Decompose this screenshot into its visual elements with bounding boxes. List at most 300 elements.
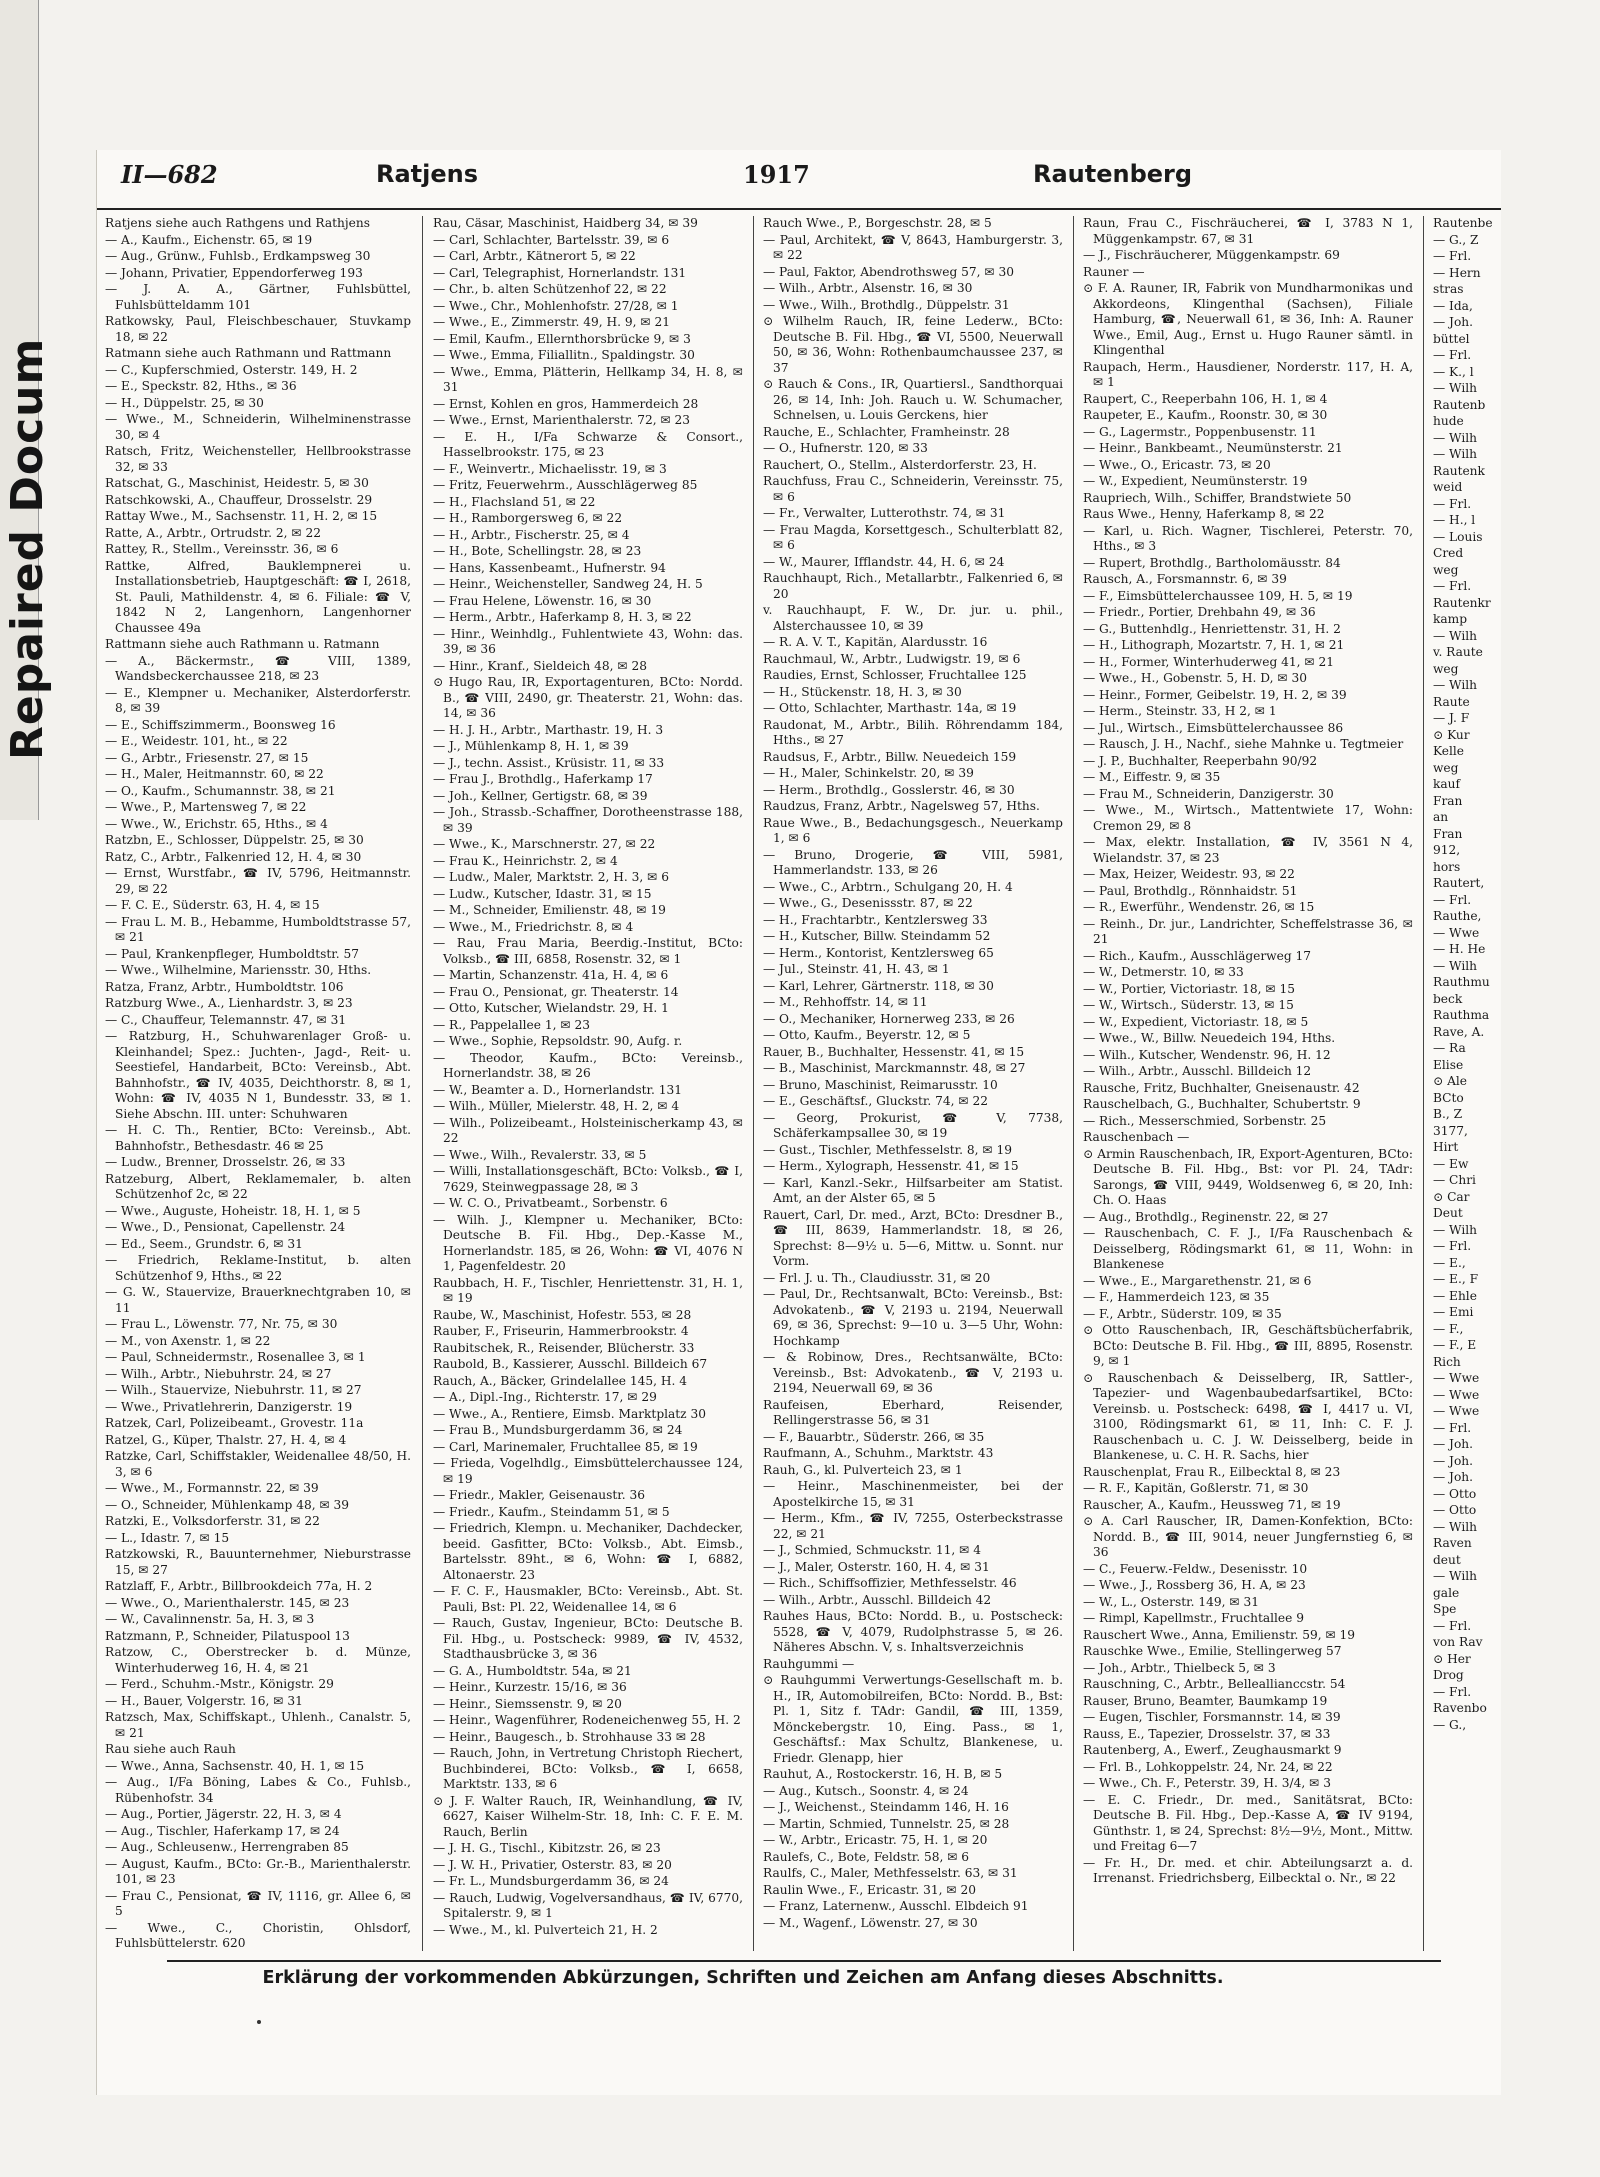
directory-entry: — H., Lithograph, Mozartstr. 7, H. 1, ✉ 21 xyxy=(1083,638,1345,652)
directory-entry: — Wwe., Auguste, Hoheistr. 18, H. 1, ✉ 5 xyxy=(105,1203,361,1218)
directory-entry: ⊙ Wilhelm Rauch, IR, feine Lederw., BCto: Deutsche B. Fil. Hbg., ☎ VI, 5500, Neuerwall 50, ✉ 36, Wohn: Rothenbaumchaussee 237, ✉ 37 xyxy=(763,314,1063,375)
directory-entry: Rauscher, A., Kaufm., Heussweg 71, ✉ 19 xyxy=(1083,1497,1341,1512)
directory-entry: — Wwe., D., Pensionat, Capellenstr. 24 xyxy=(105,1220,346,1234)
directory-entry: — Wilh., Arbtr., Alsenstr. 16, ✉ 30 xyxy=(763,281,973,295)
directory-entry: — Paul, Dr., Rechtsanwalt, BCto: Vereinsb., Bst: Advokatenb., ☎ V, 2193 u. 2194, Neuerwall 69, ✉ 36, Sprechst: 9—10 u. 3—5 Uhr, Wohn: Hochkamp xyxy=(763,1287,1063,1348)
directory-entry: — Frau L. M. B., Hebamme, Humboldtstrasse 57, ✉ 21 xyxy=(105,914,411,944)
directory-entry: ⊙ Kur xyxy=(1433,727,1470,742)
directory-entry: Raue Wwe., B., Bedachungsgesch., Neuerkamp 1, ✉ 6 xyxy=(763,815,1063,845)
directory-entry: — Heinr., Maschinenmeister, bei der Apostelkirche 15, ✉ 31 xyxy=(763,1479,1063,1509)
directory-entry: kamp xyxy=(1433,612,1468,626)
directory-entry: B., Z xyxy=(1433,1107,1463,1121)
directory-entry: — M., Schneider, Emilienstr. 48, ✉ 19 xyxy=(433,903,666,917)
directory-entry: Rauschelbach, G., Buchhalter, Schubertstr. 9 xyxy=(1083,1097,1361,1111)
directory-entry: — R. A. V. T., Kapitän, Alardusstr. 16 xyxy=(763,635,988,649)
directory-entry: — Ida, xyxy=(1433,298,1473,313)
directory-entry: Rautert, xyxy=(1433,876,1485,890)
directory-entry: — J. F xyxy=(1433,711,1470,725)
directory-entry: Rauche, E., Schlachter, Framheinstr. 28 xyxy=(763,424,1010,439)
directory-entry: — Wwe., C., Choristin, Ohlsdorf, Fuhlsbüttelerstr. 620 xyxy=(105,1920,411,1950)
directory-entry: — Wwe., W., Billw. Neuedeich 194, Hths. xyxy=(1083,1031,1336,1045)
directory-entry: — Joh. xyxy=(1433,1437,1474,1451)
directory-entry: — H., Düppelstr. 25, ✉ 30 xyxy=(105,395,264,410)
directory-entry: — Wilh xyxy=(1433,628,1478,643)
directory-entry: — F., Eimsbüttelerchaussee 109, H. 5, ✉ 19 xyxy=(1083,588,1353,603)
directory-entry: Raudsus, F., Arbtr., Billw. Neuedeich 159 xyxy=(763,749,1017,764)
directory-entry: — Frau J., Brothdlg., Haferkamp 17 xyxy=(433,772,653,786)
directory-entry: — Ernst, Wurstfabr., ☎ IV, 5796, Heitmannstr. 29, ✉ 22 xyxy=(105,866,411,896)
directory-columns xyxy=(105,216,1509,1951)
directory-entry: — M., von Axenstr. 1, ✉ 22 xyxy=(105,1333,271,1348)
directory-entry: — Franz, Laternenw., Ausschl. Elbdeich 91 xyxy=(763,1899,1029,1913)
year-label: 1917 xyxy=(743,160,810,189)
directory-entry: — J., Weichenst., Steindamm 146, H. 16 xyxy=(763,1800,1009,1814)
directory-entry: — R., Pappelallee 1, ✉ 23 xyxy=(433,1017,590,1032)
directory-entry: — W., Expedient, Victoriastr. 18, ✉ 5 xyxy=(1083,1014,1309,1029)
directory-entry: — Wwe xyxy=(1433,1404,1480,1418)
directory-entry: — J., Schmied, Schmuckstr. 11, ✉ 4 xyxy=(763,1543,981,1557)
directory-entry: ⊙ J. F. Walter Rauch, IR, Weinhandlung, ☎ IV, 6627, Kaiser Wilhelm-Str. 18, Inh: C. F. E. M. Rauch, Berlin xyxy=(433,1793,743,1839)
directory-entry: ⊙ Armin Rauschenbach, IR, Export-Agenturen, BCto: Deutsche B. Fil. Hbg., Bst: vor Pl. 24, TAdr: Sarongs, ☎ VIII, 9449, Woldsenweg 6, ✉ 20, Inh: Ch. O. Haas xyxy=(1083,1146,1413,1207)
directory-entry: ⊙ F. A. Rauner, IR, Fabrik von Mundharmonikas und Akkordeons, Klingenthal (Sachsen), Filiale Hamburg, ☎, Neuerwall 61, ✉ 36, Inh: A. Rauner Wwe., Emil, Aug., Ernst u. Hugo Rauner sämtl. in Klingenthal xyxy=(1083,281,1413,357)
directory-entry: Kelle xyxy=(1433,744,1464,758)
directory-entry: ⊙ Hugo Rau, IR, Exportagenturen, BCto: Nordd. B., ☎ VIII, 2490, gr. Theaterstr. 21, Wohn: das. 14, ✉ 36 xyxy=(433,675,743,720)
directory-entry: Raute xyxy=(1433,694,1470,709)
directory-entry: — Ferd., Schuhm.-Mstr., Königstr. 29 xyxy=(105,1677,334,1691)
column-divider xyxy=(1073,216,1074,1951)
directory-entry: — Aug., Brothdlg., Reginenstr. 22, ✉ 27 xyxy=(1083,1209,1329,1224)
directory-entry: — Carl, Telegraphist, Hornerlandstr. 131 xyxy=(433,265,687,280)
directory-entry: — Frau Helene, Löwenstr. 16, ✉ 30 xyxy=(433,593,652,608)
directory-entry: — F., Hammerdeich 123, ✉ 35 xyxy=(1083,1290,1270,1304)
directory-entry: — J., Fischräucherer, Müggenkampstr. 69 xyxy=(1083,248,1340,262)
directory-entry: — Fr. H., Dr. med. et chir. Abteilungsarzt a. d. Irrenanst. Friedrichsberg, Eilbecktal o. Nr., ✉ 22 xyxy=(1083,1855,1413,1885)
directory-entry: Ratte, A., Arbtr., Ortrudstr. 2, ✉ 22 xyxy=(105,525,322,540)
directory-entry: — Wilh xyxy=(1433,381,1478,395)
directory-entry: — J. A. A., Gärtner, Fuhlsbüttel, Fuhlsbütteldamm 101 xyxy=(105,282,411,312)
column-4 xyxy=(1083,216,1413,1951)
directory-entry: — Frl. B., Lohkoppelstr. 24, Nr. 24, ✉ 22 xyxy=(1083,1759,1333,1774)
directory-entry: weg xyxy=(1433,562,1459,577)
directory-entry: — Frl. xyxy=(1433,1420,1472,1435)
directory-entry: — Frl. J. u. Th., Claudiusstr. 31, ✉ 20 xyxy=(763,1270,991,1285)
directory-entry: — J. P., Buchhalter, Reeperbahn 90/92 xyxy=(1083,753,1318,768)
directory-entry: — E., Geschäftsf., Gluckstr. 74, ✉ 22 xyxy=(763,1094,989,1108)
directory-entry: — Wwe., Sophie, Repsoldstr. 90, Aufg. r. xyxy=(433,1034,683,1048)
directory-entry: — Carl, Schlachter, Bartelsstr. 39, ✉ 6 xyxy=(433,232,670,247)
directory-entry: — Frau C., Pensionat, ☎ IV, 1116, gr. Allee 6, ✉ 5 xyxy=(105,1888,411,1918)
directory-entry: — Wilh., Stauervize, Niebuhrstr. 11, ✉ 27 xyxy=(105,1383,362,1397)
directory-entry: Elise xyxy=(1433,1057,1464,1072)
directory-entry: — Wilh xyxy=(1433,1519,1478,1534)
directory-entry: — Ew xyxy=(1433,1156,1469,1171)
directory-entry: — G. A., Humboldtstr. 54a, ✉ 21 xyxy=(433,1663,632,1678)
last-entry-name: Rautenberg xyxy=(1033,160,1193,188)
directory-entry: von Rav xyxy=(1433,1635,1483,1649)
directory-entry: — H., Kutscher, Billw. Steindamm 52 xyxy=(763,929,991,943)
directory-entry: — W., Beamter a. D., Hornerlandstr. 131 xyxy=(433,1082,682,1097)
directory-entry: — Ludw., Maler, Marktstr. 2, H. 3, ✉ 6 xyxy=(433,870,669,884)
directory-entry: — B., Maschinist, Marckmannstr. 48, ✉ 27 xyxy=(763,1061,1026,1075)
directory-entry: — Heinr., Weichensteller, Sandweg 24, H. 5 xyxy=(433,577,703,591)
directory-page xyxy=(96,150,1501,2095)
directory-entry: Raubbach, H. F., Tischler, Henriettenstr. 31, H. 1, ✉ 19 xyxy=(433,1275,743,1305)
directory-entry: — F., Bauarbtr., Süderstr. 266, ✉ 35 xyxy=(763,1429,985,1444)
directory-entry: beck xyxy=(1433,991,1463,1006)
directory-entry: Rave, A. xyxy=(1433,1024,1485,1039)
directory-entry: Rattke, Alfred, Bauklempnerei u. Installationsbetrieb, Hauptgeschäft: ☎ I, 2618, St. Pauli, Mathildenstr. 4, ✉ 6. Filiale: ☎ V, 1842 N 2, Langenhorn, Langenhorner Chaussee 49a xyxy=(105,558,411,635)
directory-entry: — Wwe., Chr., Mohlenhofstr. 27/28, ✉ 1 xyxy=(433,298,679,313)
directory-entry: — C., Feuerw.-Feldw., Desenisstr. 10 xyxy=(1083,1561,1308,1576)
directory-entry: — Chr., b. alten Schützenhof 22, ✉ 22 xyxy=(433,282,667,296)
directory-entry: — K., l xyxy=(1433,364,1474,379)
directory-entry: 3177, xyxy=(1433,1123,1468,1138)
directory-entry: Rau siehe auch Rauh xyxy=(105,1742,236,1756)
directory-entry: — Herm., Kfm., ☎ IV, 7255, Osterbeckstrasse 22, ✉ 21 xyxy=(763,1511,1063,1541)
directory-entry: Rauschning, C., Arbtr., Belleallianccstr. 54 xyxy=(1083,1677,1346,1691)
directory-entry: Rautenb xyxy=(1433,397,1486,412)
directory-entry: Ratschat, G., Maschinist, Heidestr. 5, ✉ 30 xyxy=(105,476,369,490)
column-divider xyxy=(1423,216,1424,1951)
directory-entry: v. Raute xyxy=(1433,645,1483,659)
directory-entry: — Wilh. J., Klempner u. Mechaniker, BCto: Deutsche B. Fil. Hbg., Dep.-Kasse M., Hornerlandstr. 185, ✉ 26, Wohn: ☎ VI, 4076 N 1, Pagenfeldestr. 20 xyxy=(433,1212,743,1273)
directory-entry: — W., Arbtr., Ericastr. 75, H. 1, ✉ 20 xyxy=(763,1833,988,1847)
directory-entry: Rauser, Bruno, Beamter, Baumkamp 19 xyxy=(1083,1693,1328,1708)
directory-entry: Ratzke, Carl, Schiffstakler, Weidenallee 48/50, H. 3, ✉ 6 xyxy=(105,1449,411,1479)
directory-entry: Rauert, Carl, Dr. med., Arzt, BCto: Dresdner B., ☎ III, 8639, Hammerlandstr. 18, ✉ 26, Sprechst: 8—9½ u. 5—6, Mittw. u. Sonnt. nur Vorm. xyxy=(763,1207,1063,1268)
directory-entry: — Wilh xyxy=(1433,678,1478,692)
directory-entry: — Wilh., Arbtr., Niebuhrstr. 24, ✉ 27 xyxy=(105,1366,332,1381)
directory-entry: — Paul, Krankenpfleger, Humboldtstr. 57 xyxy=(105,946,360,961)
directory-entry: — J., Mühlenkamp 8, H. 1, ✉ 39 xyxy=(433,739,629,753)
directory-entry: — Herm., Steinstr. 33, H 2, ✉ 1 xyxy=(1083,704,1277,718)
directory-entry: — Herm., Brothdlg., Gosslerstr. 46, ✉ 30 xyxy=(763,782,1015,797)
directory-entry: ⊙ Rauch & Cons., IR, Quartiersl., Sandthorquai 26, ✉ 14, Inh: Joh. Rauch u. W. Schumacher, Schnelsen, u. Louis Gerckens, hier xyxy=(763,377,1063,422)
directory-entry: — Wwe xyxy=(1433,1387,1480,1402)
directory-entry: — Frl. xyxy=(1433,348,1472,362)
directory-entry: — Rimpl, Kapellmstr., Fruchtallee 9 xyxy=(1083,1611,1304,1625)
directory-entry: Ratzmann, P., Schneider, Pilatuspool 13 xyxy=(105,1628,350,1643)
directory-entry: — Friedrich, Klempn. u. Mechaniker, Dachdecker, beeid. Gasfitter, BCto: Volksb., Abt. Eimsb., Bartelsstr. 89ht., ✉ 6, Wohn: ☎ I, 6882, Altonaerstr. 23 xyxy=(433,1521,743,1582)
directory-entry: Raupert, C., Reeperbahn 106, H. 1, ✉ 4 xyxy=(1083,391,1328,406)
directory-entry: Rauhgummi — xyxy=(763,1656,855,1671)
directory-entry: — Wwe., M., kl. Pulverteich 21, H. 2 xyxy=(433,1922,658,1937)
directory-entry: Ravenbo xyxy=(1433,1701,1487,1715)
directory-entry: — Rauschenbach, C. F. J., I/Fa Rauschenbach & Deisselberg, Rödingsmarkt 61, ✉ 11, Wohn: in Blankenese xyxy=(1083,1226,1413,1271)
directory-entry: — Frl. xyxy=(1433,1618,1472,1633)
directory-entry: Rausche, Fritz, Buchhalter, Gneisenaustr. 42 xyxy=(1083,1080,1360,1095)
directory-entry: ⊙ Ale xyxy=(1433,1074,1467,1088)
directory-entry: Spe xyxy=(1433,1602,1457,1616)
directory-entry: — H., Bauer, Volgerstr. 16, ✉ 31 xyxy=(105,1693,303,1708)
directory-entry: Ratjens siehe auch Rathgens und Rathjens xyxy=(105,216,370,230)
directory-entry: — H., Former, Winterhuderweg 41, ✉ 21 xyxy=(1083,654,1334,669)
directory-entry: — W., Cavalinnenstr. 5a, H. 3, ✉ 3 xyxy=(105,1612,315,1626)
directory-entry: — Aug., Portier, Jägerstr. 22, H. 3, ✉ 4 xyxy=(105,1807,342,1821)
directory-entry: — J. H. G., Tischl., Kibitzstr. 26, ✉ 23 xyxy=(433,1841,661,1855)
directory-entry: — Frl. xyxy=(1433,249,1472,263)
directory-entry: — Theodor, Kaufm., BCto: Vereinsb., Hornerlandstr. 38, ✉ 26 xyxy=(433,1050,743,1080)
directory-entry: — M., Wagenf., Löwenstr. 27, ✉ 30 xyxy=(763,1915,978,1930)
directory-entry: — Ludw., Kutscher, Idastr. 31, ✉ 15 xyxy=(433,886,652,901)
directory-entry: — Wwe., O., Marienthalerstr. 145, ✉ 23 xyxy=(105,1595,350,1610)
directory-entry: — Joh. xyxy=(1433,315,1474,329)
directory-entry: — Wwe., W., Erichstr. 65, Hths., ✉ 4 xyxy=(105,816,328,831)
directory-entry: hors xyxy=(1433,859,1461,874)
left-edge-strip xyxy=(0,0,53,820)
directory-entry: — H., Ramborgersweg 6, ✉ 22 xyxy=(433,511,623,525)
directory-entry: Rattay Wwe., M., Sachsenstr. 11, H. 2, ✉ 15 xyxy=(105,509,378,523)
directory-entry: — G., xyxy=(1433,1717,1467,1732)
directory-entry: — Wilh xyxy=(1433,447,1478,461)
directory-entry: weg xyxy=(1433,760,1459,775)
directory-entry: Raubitschek, R., Reisender, Blücherstr. 33 xyxy=(433,1340,695,1355)
directory-entry: — Herm., Xylograph, Hessenstr. 41, ✉ 15 xyxy=(763,1159,1019,1173)
directory-entry: gale xyxy=(1433,1585,1460,1600)
directory-entry: — Karl, u. Rich. Wagner, Tischlerei, Peterstr. 70, Hths., ✉ 3 xyxy=(1083,523,1413,553)
directory-entry: — Wwe., E., Margarethenstr. 21, ✉ 6 xyxy=(1083,1273,1312,1288)
directory-entry: Ratzkowski, R., Bauunternehmer, Nieburstrasse 15, ✉ 27 xyxy=(105,1547,411,1577)
directory-entry: — Wwe xyxy=(1433,1371,1480,1385)
directory-entry: Ratmann siehe auch Rathmann und Rattmann xyxy=(105,346,392,360)
directory-entry: — Frl. xyxy=(1433,579,1472,593)
directory-entry: — Friedr., Kaufm., Steindamm 51, ✉ 5 xyxy=(433,1504,670,1519)
directory-entry: Rauthma xyxy=(1433,1008,1490,1022)
running-head xyxy=(121,160,1501,194)
directory-entry: — W. C. O., Privatbeamt., Sorbenstr. 6 xyxy=(433,1196,668,1210)
edge-label: Repaired Docum xyxy=(2,337,53,760)
directory-entry: — J. W. H., Privatier, Osterstr. 83, ✉ 20 xyxy=(433,1857,672,1872)
directory-entry: — Wwe., Wilh., Brothdlg., Düppelstr. 31 xyxy=(763,297,1010,312)
directory-entry: — Wwe., Ch. F., Peterstr. 39, H. 3/4, ✉ 3 xyxy=(1083,1776,1331,1790)
directory-entry: Rautenbe xyxy=(1433,216,1493,230)
directory-entry: — Wwe., M., Friedrichstr. 8, ✉ 4 xyxy=(433,919,634,934)
directory-entry: — F., Arbtr., Süderstr. 109, ✉ 35 xyxy=(1083,1306,1282,1321)
directory-entry: — Rauch, Ludwig, Vogelversandhaus, ☎ IV, 6770, Spitalerstr. 9, ✉ 1 xyxy=(433,1890,743,1920)
directory-entry: — Frau M., Schneiderin, Danzigerstr. 30 xyxy=(1083,786,1334,801)
directory-entry: Raufmann, A., Schuhm., Marktstr. 43 xyxy=(763,1446,994,1460)
directory-entry: — E., xyxy=(1433,1255,1466,1270)
column-2 xyxy=(433,216,743,1951)
directory-entry: — Fritz, Feuerwehrm., Ausschlägerweg 85 xyxy=(433,478,698,492)
directory-entry: — Wwe., J., Rossberg 36, H. A, ✉ 23 xyxy=(1083,1578,1306,1592)
directory-entry: — Wilh., Kutscher, Wendenstr. 96, H. 12 xyxy=(1083,1047,1331,1062)
directory-entry: — Friedrich, Reklame-Institut, b. alten Schützenhof 9, Hths., ✉ 22 xyxy=(105,1253,411,1283)
directory-entry: ⊙ Her xyxy=(1433,1651,1471,1666)
directory-entry: — Otto, Kaufm., Beyerstr. 12, ✉ 5 xyxy=(763,1028,971,1042)
directory-entry: — Rich., Kaufm., Ausschlägerweg 17 xyxy=(1083,948,1312,963)
directory-entry: Raun, Frau C., Fischräucherei, ☎ I, 3783 N 1, Müggenkampstr. 67, ✉ 31 xyxy=(1083,216,1413,246)
directory-entry: Rauner — xyxy=(1083,264,1145,279)
directory-entry: Rauschert Wwe., Anna, Emilienstr. 59, ✉ 19 xyxy=(1083,1627,1356,1642)
directory-entry: Raupach, Herm., Hausdiener, Norderstr. 117, H. A, ✉ 1 xyxy=(1083,359,1413,389)
directory-entry: — Reinh., Dr. jur., Landrichter, Scheffelstrasse 36, ✉ 21 xyxy=(1083,916,1413,946)
directory-entry: — Wilh xyxy=(1433,1569,1478,1583)
directory-entry: — Fr. L., Mundsburgerdamm 36, ✉ 24 xyxy=(433,1874,669,1888)
directory-entry: — Max, elektr. Installation, ☎ IV, 3561 N 4, Wielandstr. 37, ✉ 23 xyxy=(1083,835,1413,865)
directory-entry: Rauchmaul, W., Arbtr., Ludwigstr. 19, ✉ 6 xyxy=(763,651,1021,666)
directory-entry: — Wwe., M., Schneiderin, Wilhelminenstrasse 30, ✉ 4 xyxy=(105,412,411,442)
directory-entry: — Wwe., H., Gobenstr. 5, H. D, ✉ 30 xyxy=(1083,671,1307,685)
directory-entry: Ratkowsky, Paul, Fleischbeschauer, Stuvkamp 18, ✉ 22 xyxy=(105,314,411,344)
directory-entry: Ratza, Franz, Arbtr., Humboldtstr. 106 xyxy=(105,979,344,994)
directory-entry: — E. H., I/Fa Schwarze & Consort., Hasselbrookstr. 175, ✉ 23 xyxy=(433,429,743,459)
directory-entry: — Ra xyxy=(1433,1041,1466,1055)
directory-entry: — Karl, Kanzl.-Sekr., Hilfsarbeiter am Statist. Amt, an der Alster 65, ✉ 5 xyxy=(763,1175,1063,1205)
directory-entry: Raven xyxy=(1433,1536,1472,1550)
directory-entry: — Frieda, Vogelhdlg., Eimsbüttelerchaussee 124, ✉ 19 xyxy=(433,1456,743,1486)
directory-entry: Ratzburg Wwe., A., Lienhardstr. 3, ✉ 23 xyxy=(105,996,353,1010)
directory-entry: Raudies, Ernst, Schlosser, Fruchtallee 125 xyxy=(763,668,1027,682)
directory-entry: Raube, W., Maschinist, Hofestr. 553, ✉ 28 xyxy=(433,1307,692,1322)
directory-entry: — Joh., Arbtr., Thielbeck 5, ✉ 3 xyxy=(1083,1660,1276,1675)
directory-entry: — G., Buttenhdlg., Henriettenstr. 31, H. 2 xyxy=(1083,621,1341,636)
directory-entry: — E., Speckstr. 82, Hths., ✉ 36 xyxy=(105,379,297,393)
directory-entry: — Louis xyxy=(1433,529,1483,544)
directory-entry: — Frau B., Mundsburgerdamm 36, ✉ 24 xyxy=(433,1423,683,1437)
directory-entry: ⊙ Otto Rauschenbach, IR, Geschäftsbücherfabrik, BCto: Deutsche B. Fil. Hbg., ☎ III, 8895, Rosenstr. 9, ✉ 1 xyxy=(1083,1323,1413,1368)
directory-entry: — H., Frachtarbtr., Kentzlersweg 33 xyxy=(763,912,988,927)
directory-entry: — Willi, Installationsgeschäft, BCto: Volksb., ☎ I, 7629, Steinwegpassage 28, ✉ 3 xyxy=(433,1164,743,1194)
directory-entry: — Hans, Kassenbeamt., Hufnerstr. 94 xyxy=(433,560,666,575)
directory-entry: — H., Stückenstr. 18, H. 3, ✉ 30 xyxy=(763,684,962,699)
directory-entry: Raudonat, M., Arbtr., Bilih. Röhrendamm 184, Hths., ✉ 27 xyxy=(763,717,1063,747)
directory-entry: — L., Idastr. 7, ✉ 15 xyxy=(105,1530,230,1545)
directory-entry: — Wilh., Polizeibeamt., Holsteinischerkamp 43, ✉ 22 xyxy=(433,1115,743,1145)
directory-entry: — H., Flachsland 51, ✉ 22 xyxy=(433,494,596,509)
directory-entry: — Wilh., Arbtr., Ausschl. Billdeich 42 xyxy=(763,1592,992,1607)
directory-entry: — Wwe., C., Arbtrn., Schulgang 20, H. 4 xyxy=(763,879,1013,894)
directory-entry: — H. C. Th., Rentier, BCto: Vereinsb., Abt. Bahnhofstr., Bethesdastr. 46 ✉ 25 xyxy=(105,1123,411,1153)
directory-entry: — Wwe xyxy=(1433,925,1480,940)
directory-entry: — H., l xyxy=(1433,513,1476,527)
directory-entry: — Wwe., Emma, Filiallitn., Spaldingstr. 30 xyxy=(433,348,695,362)
directory-entry: Rauchfuss, Frau C., Schneiderin, Vereinsstr. 75, ✉ 6 xyxy=(763,474,1063,504)
directory-entry: — Wilh xyxy=(1433,1222,1478,1237)
directory-entry: Ratzel, G., Küper, Thalstr. 27, H. 4, ✉ 4 xyxy=(105,1432,347,1447)
directory-entry: — Wwe., M., Wirtsch., Mattentwiete 17, Wohn: Cremon 29, ✉ 8 xyxy=(1083,803,1413,833)
directory-entry: Rausch, A., Forsmannstr. 6, ✉ 39 xyxy=(1083,572,1287,586)
directory-entry: — Wwe., G., Desenissstr. 87, ✉ 22 xyxy=(763,896,973,910)
directory-entry: — F. C. E., Süderstr. 63, H. 4, ✉ 15 xyxy=(105,898,320,912)
directory-entry: Rauschenbach — xyxy=(1083,1130,1190,1144)
directory-entry: Raulefs, C., Bote, Feldstr. 58, ✉ 6 xyxy=(763,1849,970,1864)
directory-entry: Raufeisen, Eberhard, Reisender, Rellingerstrasse 56, ✉ 31 xyxy=(763,1397,1063,1427)
directory-entry: — Martin, Schanzenstr. 41a, H. 4, ✉ 6 xyxy=(433,968,669,982)
directory-entry: — Martin, Schmied, Tunnelstr. 25, ✉ 28 xyxy=(763,1816,1010,1831)
directory-entry: — C., Kupferschmied, Osterstr. 149, H. 2 xyxy=(105,362,358,377)
directory-entry: — Carl, Marinemaler, Fruchtallee 85, ✉ 19 xyxy=(433,1439,698,1454)
directory-entry: — Frl. xyxy=(1433,1239,1472,1253)
directory-entry: — Aug., Kutsch., Soonstr. 4, ✉ 24 xyxy=(763,1783,969,1798)
directory-entry: — H. J. H., Arbtr., Marthastr. 19, H. 3 xyxy=(433,722,664,737)
directory-entry: Raulin Wwe., F., Ericastr. 31, ✉ 20 xyxy=(763,1882,977,1897)
directory-entry: — & Robinow, Dres., Rechtsanwälte, BCto: Vereinsb., Bst: Advokatenb., ☎ V, 2193 u. 2194, Neuerwall 69, ✉ 36 xyxy=(763,1350,1063,1395)
directory-entry: kauf xyxy=(1433,777,1461,791)
directory-entry: Ratschkowski, A., Chauffeur, Drosselstr. 29 xyxy=(105,492,373,507)
directory-entry: — Carl, Arbtr., Kätnerort 5, ✉ 22 xyxy=(433,249,636,263)
directory-entry: — Frl. xyxy=(1433,496,1472,511)
directory-entry: Ratzki, E., Volksdorferstr. 31, ✉ 22 xyxy=(105,1514,320,1528)
directory-entry: — Wwe., Anna, Sachsenstr. 40, H. 1, ✉ 15 xyxy=(105,1758,365,1773)
directory-entry: — Wwe., Privatlehrerin, Danzigerstr. 19 xyxy=(105,1399,353,1414)
directory-entry: ⊙ Rauschenbach & Deisselberg, IR, Sattler-, Tapezier- und Wagenbaubedarfsartikel, BCto: Vereinsb. u. Postscheck: 6498, ☎ I, 4417 u. VI, 3100, Rödingsmarkt 61, ✉ 11, Inh: C. F. J. Rauschenbach u. C. J. W. Deisselberg, beide in Blankenese, u. C. H. R. Sachs, hier xyxy=(1083,1370,1413,1462)
directory-entry: — E. C. Friedr., Dr. med., Sanitätsrat, BCto: Deutsche B. Fil. Hbg., Dep.-Kasse A, ☎ IV 9194, Günthstr. 1, ✉ 24, Sprechst: 8½—9½, Mont., Mittw. und Freitag 6—7 xyxy=(1083,1792,1413,1853)
directory-entry: — Joh. xyxy=(1433,1470,1474,1484)
directory-entry: ⊙ Car xyxy=(1433,1189,1470,1204)
directory-entry: — O., Hufnerstr. 120, ✉ 33 xyxy=(763,441,928,455)
directory-entry: Rauschenplat, Frau R., Eilbecktal 8, ✉ 23 xyxy=(1083,1464,1341,1479)
directory-entry: — Rich., Messerschmied, Sorbenstr. 25 xyxy=(1083,1113,1327,1128)
directory-entry: — W., Wirtsch., Süderstr. 13, ✉ 15 xyxy=(1083,998,1294,1012)
directory-entry: Ratzsch, Max, Schiffskapt., Uhlenh., Canalstr. 5, ✉ 21 xyxy=(105,1710,411,1740)
directory-entry: Ratzow, C., Oberstrecker b. d. Münze, Winterhuderweg 16, H. 4, ✉ 21 xyxy=(105,1645,411,1675)
directory-entry: — J., Maler, Osterstr. 160, H. 4, ✉ 31 xyxy=(763,1559,990,1574)
directory-entry: — Emi xyxy=(1433,1305,1474,1319)
directory-entry: — Otto xyxy=(1433,1486,1477,1501)
directory-entry: Rauss, E., Tapezier, Drosselstr. 37, ✉ 33 xyxy=(1083,1726,1331,1741)
abbreviations-note: Erklärung der vorkommenden Abkürzungen, Schriften und Zeichen am Anfang dieses Abschnitts. xyxy=(262,1968,1224,1988)
directory-entry: Raupriech, Wilh., Schiffer, Brandstwiete 50 xyxy=(1083,490,1352,505)
directory-entry: weid xyxy=(1433,480,1463,494)
directory-entry: — Wilh xyxy=(1433,430,1478,445)
directory-entry: Rauchert, O., Stellm., Alsterdorferstr. 23, H. xyxy=(763,457,1037,472)
directory-entry: — E., F xyxy=(1433,1272,1479,1286)
ink-dot xyxy=(257,2020,261,2024)
directory-entry: Rautenberg, A., Ewerf., Zeughausmarkt 9 xyxy=(1083,1743,1342,1757)
directory-entry: — Otto, Kutscher, Wielandstr. 29, H. 1 xyxy=(433,1001,669,1015)
directory-entry: — Aug., I/Fa Böning, Labes & Co., Fuhlsb., Rübenhofstr. 34 xyxy=(105,1775,411,1805)
directory-entry: — Wwe., P., Martensweg 7, ✉ 22 xyxy=(105,800,307,814)
directory-entry: — Rich., Schiffsoffizier, Methfesselstr. 46 xyxy=(763,1576,1017,1590)
directory-entry: — Frl. xyxy=(1433,1684,1472,1699)
directory-entry: — Ernst, Kohlen en gros, Hammerdeich 28 xyxy=(433,396,699,411)
column-divider xyxy=(753,216,754,1951)
directory-entry: — Wwe., Emma, Plätterin, Hellkamp 34, H. 8, ✉ 31 xyxy=(433,364,743,394)
directory-entry: Rauhes Haus, BCto: Nordd. B., u. Postscheck: 5528, ☎ V, 4079, Rudolphstrasse 5, ✉ 26. Näheres Abschn. V, s. Inhaltsverzeichnis xyxy=(763,1609,1063,1654)
directory-entry: — F., Weinvertr., Michaelisstr. 19, ✉ 3 xyxy=(433,461,667,476)
directory-entry: hude xyxy=(1433,414,1464,428)
directory-entry: — H., Arbtr., Fischerstr. 25, ✉ 4 xyxy=(433,527,630,542)
directory-entry: — Aug., Schleusenw., Herrengraben 85 xyxy=(105,1840,349,1854)
directory-entry: ⊙ Rauhgummi Verwertungs-Gesellschaft m. b. H., IR, Automobilreifen, BCto: Nordd. B., Bst: Pl. 1, Sitz f. TAdr: Gandil, ☎ III, 1359, Mönckebergstr. 10, Eing. Pass., ✉ 1, Geschäftsf.: Max Schultz, Blankenese, u. Friedr. Glenapp, hier xyxy=(763,1673,1063,1765)
directory-entry: Rauch, A., Bäcker, Grindelallee 145, H. 4 xyxy=(433,1373,688,1388)
first-entry-name: Ratjens xyxy=(376,160,479,188)
directory-entry: — Wwe., A., Rentiere, Eimsb. Marktplatz 30 xyxy=(433,1406,706,1421)
directory-entry: — Jul., Wirtsch., Eimsbüttelerchaussee 86 xyxy=(1083,720,1344,735)
directory-entry: — Emil, Kaufm., Ellernthorsbrücke 9, ✉ 3 xyxy=(433,331,691,346)
directory-entry: — Otto, Schlachter, Marthastr. 14a, ✉ 19 xyxy=(763,701,1017,715)
directory-entry: — Wwe., K., Marschnerstr. 27, ✉ 22 xyxy=(433,837,656,851)
directory-entry: — H. He xyxy=(1433,942,1486,956)
directory-entry: — Max, Heizer, Weidestr. 93, ✉ 22 xyxy=(1083,867,1295,881)
directory-entry: — Heinr., Bankbeamt., Neumünsterstr. 21 xyxy=(1083,441,1343,455)
directory-entry: Drog xyxy=(1433,1668,1464,1682)
directory-entry: Ratzbn, E., Schlosser, Düppelstr. 25, ✉ 30 xyxy=(105,833,364,847)
directory-entry: Ratz, C., Arbtr., Falkenried 12, H. 4, ✉ 30 xyxy=(105,849,362,864)
directory-entry: — Bruno, Maschinist, Reimarusstr. 10 xyxy=(763,1077,998,1092)
directory-entry: Rautenkr xyxy=(1433,595,1491,610)
directory-entry: — E., Klempner u. Mechaniker, Alsterdorferstr. 8, ✉ 39 xyxy=(105,685,411,715)
directory-entry: Fran xyxy=(1433,793,1463,808)
directory-entry: — R. F., Kapitän, Goßlerstr. 71, ✉ 30 xyxy=(1083,1481,1309,1495)
directory-entry: Ratzek, Carl, Polizeibeamt., Grovestr. 11a xyxy=(105,1416,364,1430)
directory-entry: — Paul, Architekt, ☎ V, 8643, Hamburgerstr. 3, ✉ 22 xyxy=(763,232,1063,262)
directory-entry: — O., Kaufm., Schumannstr. 38, ✉ 21 xyxy=(105,783,336,798)
page-reference: II—682 xyxy=(121,160,218,189)
column-3 xyxy=(763,216,1063,1951)
directory-entry: — Rausch, J. H., Nachf., siehe Mahnke u. Tegtmeier xyxy=(1083,737,1404,751)
